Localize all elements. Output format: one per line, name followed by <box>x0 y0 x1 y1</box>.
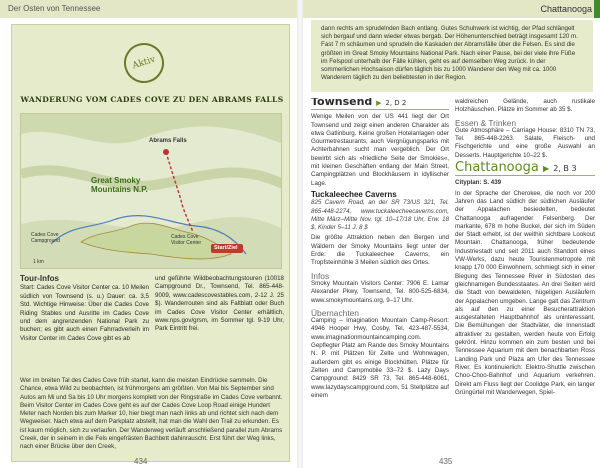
map-label-visitor-center: Cades Cove Visitor Center <box>171 234 202 246</box>
right-column-1 <box>311 98 449 458</box>
map-ref-icon: ▶ <box>376 99 382 107</box>
infos-text: Smoky Mountain Visitors Center: 7906 E. Lamar Alexander Pkwy, Townsend, Tel. 800-525-6834, www.smokymountains.org, 9–17 Uhr. <box>311 279 449 304</box>
aktiv-box <box>11 24 290 462</box>
map-label-start: Start/Ziel <box>214 245 238 251</box>
tuckaleechee-text: Die größte Attraktion neben den Bergen und Wäldern der Smoky Mountains liegt unter der Erde: die Tuckaleechee Caverns, ein Tropfsteinhöhle 3 Meilen südlich des Ortes. <box>311 234 449 267</box>
tour-info-heading: Tour-Infos <box>20 275 59 283</box>
chattanooga-heading <box>455 160 595 176</box>
cityplan-ref: Cityplan: S. 439 <box>455 179 502 187</box>
running-head-text: Chattanooga <box>540 4 592 14</box>
map-ref-icon: ▶ <box>542 164 550 174</box>
tour-info-columns <box>20 275 284 375</box>
right-page <box>303 0 600 468</box>
tour-col-2 <box>155 275 284 375</box>
map-label-park: Great Smoky Mountains N.P. <box>91 176 148 194</box>
intro-box: dann rechts am sprudelnden Bach entlang. Gutes Schuhwerk ist wichtig, der Pfad schlängelt sich bergauf und dann wieder etwas bergab. Der Höhenunterschied beträgt insgesamt 120 m. Fast 7 m schäumen und sprudeln die Kaskaden der Abramsfälle über die Felsen. Es sind die größten im Great Smoky Mountains National Park. Nach einer Pause, bei der viele ihre Füße im Felspool unterhalb der Fälle kühlen, geht es auf demselben Weg zurück. In der sommerlichen Hochsaison dürfen täglich bis zu 1000 Wanderer den Weg mit ca. 1000 Wanderern täglich zu den beliebtesten in der Region. <box>311 20 593 92</box>
chattanooga-title: Chattanooga <box>455 160 539 176</box>
right-column-2 <box>455 98 595 458</box>
uebernachten-heading: Übernachten <box>311 307 359 318</box>
essen-text: Gute Atmosphäre – Carriage House: 8310 TN 73, Tel. 865-448-2263. Salate, Fleisch- und Fischgerichte und eine große Auswahl an Desserts. Hauptgerichte 10–22 $. <box>455 126 595 159</box>
left-page <box>0 0 297 468</box>
townsend-heading <box>311 98 449 110</box>
essen-heading: Essen & Trinken <box>455 117 516 128</box>
trail-map <box>20 113 282 269</box>
tour-col-2-text: und geführte Wildbeobachtungstouren (10018 Campground Dr., Townsend, Tel. 865-448-9009, www.cadescovestables.com, 2-12 J. 25 $). Wanderrouten sind als Faltblatt oder Buch im Cades Cove Visitor Center erhältlich, www.nps.gov/grsm, im Sommer tgl. 9-19 Uhr, Park Eintritt frei. <box>155 275 284 333</box>
map-scale: 1 km <box>33 259 44 265</box>
townsend-ref: 2, D 2 <box>385 99 407 107</box>
right-page-number: 435 <box>439 457 453 466</box>
col2-top-text: waldreichen Gelände, auch rustikale Holzhäuschen. Plätze im Sommer ab 35 $. <box>455 98 595 114</box>
box-title: WANDERUNG VOM CADES COVE ZU DEN ABRAMS FALLS <box>20 95 284 104</box>
tour-col-1 <box>20 275 149 375</box>
tour-body-text: Wer im breiten Tal des Cades Cove früh startet, kann die meisten Eindrücke sammeln. Die Chance, etwa Wild zu beobachten, ist frühmorgens am größten. Von Mai bis September sind Autos am Mi und Sa bis 10 Uhr morgens komplett von der Ringstraße im Cades Cove verbannt. Beim Visitor Center im Cades Cove geht es auf der Cades Cove Loop Road einige Hundert Meter nach Norden bis zum Marker 10, hier biegt man nach links ab und richtet sich nach dem Wegweiser. Nach etwa auf dem Parkplatz abstellt, hat man die Wahl den Trail zu erkunden. Es ist kaum möglich, sich zu verlaufen. Der Wanderweg verläuft anschließend parallel zum Abrams Creek, der in seinem in die Fels eingefrästen Bachbett dahinrauscht. Erst führt der Weg links, nach einer Brücke über den Creek, <box>20 377 283 451</box>
aktiv-badge: Aktiv <box>119 38 169 88</box>
townsend-text: Wenige Meilen von der US 441 liegt der Ort Townsend und zeigt einen anderen Charakter als etwa Gatlinburg. Keine großen Hotelanlagen oder Gourmetrestaurants, auch Vergnügungsparks mit Achterbahnen sucht man vergeblich. Der Ort bewirbt sich als »friedliche Seite der Smokies«, mit kleinen Geschäften entlang der Main Street, Campingplätzen und Blockhäusern in idyllischer Lage. <box>311 113 449 187</box>
running-head-text: Der Osten von Tennessee <box>8 4 101 13</box>
uebernachten-text: Camping – Imagination Mountain Camp-Resort: 4946 Hooper Hwy, Cosby, Tel. 423-487-5534, www.imaginationmountaincamping.com. Gepflegter Platz am Rande des Smoky Mountains N. P. mit Plätzen für Zelte und Wohnwagen, außerdem gibt es einige Blockhütten. Plätze für Zelten und Campmobile 33–72 $. Lazy Days Campground: 8429 SR 73, Tel. 865-448-6061, www.lazydayscampground.com, 51 Stellplätze auf einem <box>311 317 449 399</box>
left-page-number: 434 <box>134 457 148 466</box>
map-label-campground: Cades Cove Campground <box>31 232 60 244</box>
chapter-tab <box>594 0 600 18</box>
right-running-head <box>303 0 600 18</box>
tuckaleechee-address: 825 Cavern Road, an der SR 73/US 321, Tel. 865-448-2274, www.tuckaleecheecaverns.com, Mitte März–Mitte Nov. tgl. 10–17/18 Uhr, Erw. 18 $, Kinder 5–11 J. 8 $ <box>311 199 449 232</box>
tuckaleechee-heading: Tuckaleechee Caverns <box>311 189 397 199</box>
chattanooga-ref: 2, B 3 <box>553 164 577 174</box>
chattanooga-text: In der Sprache der Cherokee, die noch vor 200 Jahren das Land südlich der südlichen Ausläufer der Appalachen besiedelten, bedeutet Chattanooga aufragender Felsenberg. Der markante, 678 m hohe Buckel, der sich im Süden der Stadt erhebt, ist der weithin sichtbare Lookout Mountain. Chattanooga, früher bedeutende Industriestadt und seit 2011 auch Standort eines VW-Werks, dazu heute Touristenmetropole mit knapp 170 000 Einwohnern, schmiegt sich in einer Biegung des Tennessee River in Südosten des gleichnamigen Bundesstaates. An drei Seiten wird die Stadt von bewaldeten, hügeligen Ausläufern der Appalachen umgeben. Lange galt das Zentrum als auf den zu einer Besucherattraktion ausgestalteten Hauptbahnhof als uninteressant. Die Bemühungen der Stadtväter, die Innenstadt attraktiver zu gestalten, werden heute von Erfolg gekrönt. Hinzu kommen ein zum besten und bei Tennessee Aquarium mit dem benachbarten Ross Landing Park und Plaza am Ufer des Tennessee River. Es kontinuierlich: Elektro-Shuttle zwischen Choo-Choo-Bahnhof und Aquarium verkehren. Direkt am Fluss liegt der Coolidge Park, ein langer Grüngürtel mit Wanderwegen, Spiel- <box>455 189 595 396</box>
left-running-head <box>0 0 297 18</box>
tour-col-1-text: Start: Cades Cove Visitor Center ca. 10 Meilen südlich von Townsend (s. u.) Dauer: ca. 3,5 Std. Wichtige Hinweise: Über die Cades Cove Riding Stables und Ausritte im Cades Cove und dem angrenzenden National Park zu buchen; es gibt auch einen Fahrradverleih im Visitor Center im Cades Cove gibt es ab <box>20 284 149 342</box>
map-label-abrams-falls: Abrams Falls <box>149 138 187 144</box>
infos-heading: Infos <box>311 270 330 281</box>
townsend-title: Townsend <box>311 98 373 108</box>
